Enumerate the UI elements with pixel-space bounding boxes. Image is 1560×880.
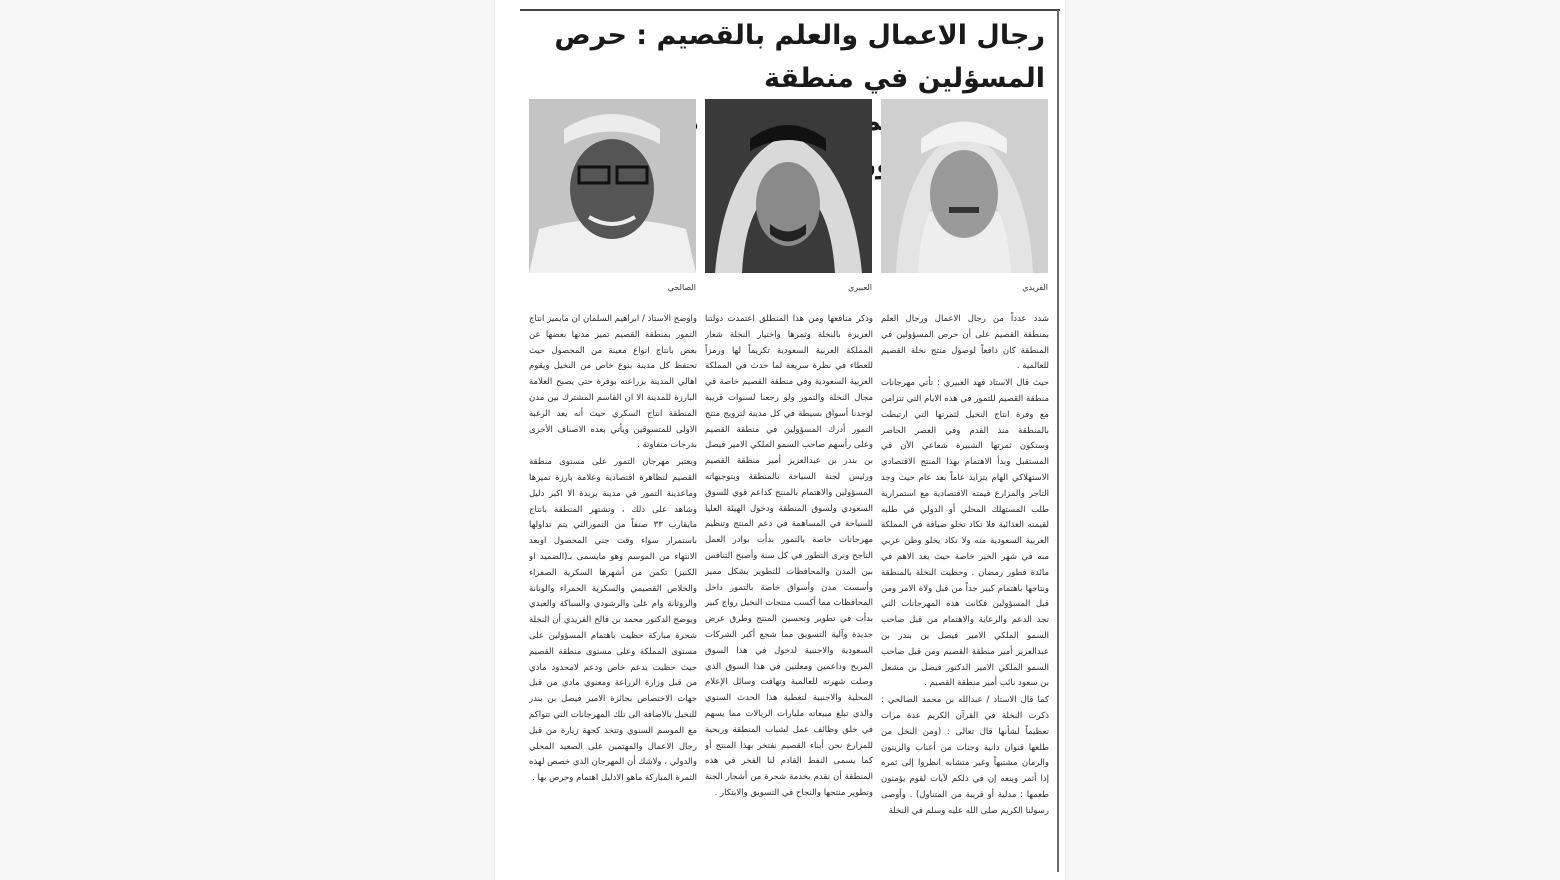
- paragraph: كما قال الاستاذ / عبدالله بن محمد الصالحي : ذكرت النخلة في القرآن الكريم عدة مرات تعظيماً لشأنها قال تعالى : (ومن النخل من طلعها قنوان دانية وجنات من أعناب والزيتون والرمان مشتبهاً وغير متشابه انظروا إلى ثمره إذا أثمر وينعه إن في ذلكم لآيات لقوم يؤمنون طعمها : مدلية أو قريبة من المتناول) . وأوصى رسولنا الكريم صلى الله عليه وسلم في النخلة: [881, 695, 1049, 816]
- top-rule: [520, 9, 1060, 11]
- article-column-left: [529, 312, 697, 868]
- paragraph: واوضح الاستاذ / ابراهيم السلمان ان مايميز انتاج التمور بمنطقة القصيم تميز مدنها بعضها عن بعض بانتاج انواع معينة من المحصول حيث تحتفظ كل مدينة بنوع خاص من النخيل ويقوم اهالي المدينة بزراعته بوفرة حتى يصبح العلامة البارزة للمدينة الا ان القاسم المشترك بين مدن المنطقة انتاج السكري حيث أنه يعد الرغبة الاولى للمتسوقين ويأتي بعده الاصناف الأخرى بدرجات متفاوتة .: [529, 314, 697, 451]
- photo-caption-alsalihi: الصالحي: [667, 283, 696, 292]
- paragraph: وذكر منافعها ومن هذا المنطلق اعتمدت دولتنا العزيزة بالنخلة وثمرها واختيار النخلة شعار المملكة العربية السعودية تكريماً لها ورمزاً للعطاء في نظرة سريعة لما حدث في المملكة العربية السعودية وفي منطقة القصيم خاصة في مجال النخلة والتمور ولو رجعنا لسنوات قريبة لوجدنا أسواق بسيطة في كل مدينة لترويج منتج التمور أدرك المسؤولين في منطقة القصيم وعلى رأسهم صاحب السمو الملكي الامير فيصل بن بندر بن عبدالعزيز أمير منطقة القصيم ورئيس لجنة السياحة بالمنطقة وبتوجيهاته المسؤولين والاهتمام بالمنتج كداعم قوي للسوق السعودي ولسوق المنطقة ودخول الهيئة العليا للسياحة في المساهمة في دعم المنتج وتنظيم مهرجانات خاصة بالتمور بدأت بوادر العمل الناجح ونرى التطور في كل سنة وأصبح التنافس بين المدن والمحافظات للتطوير بشكل مميز وأسست مدن وأسواق خاصة بالتمور داخل المحافظات مما أكسب منتجات النخيل رواج كبير بدأت في تطوير وتحسين المنتج وطرق عرض جديدة وآلية التسويق مما شجع أكبر الشركات السعودية والاجنبية لدخول في هذا السوق المربح وداعمين ومعلنين في هذا السوق الذي وصلت شهرته للعالمية وتهافت وسائل الإعلام المحلية والاجنبية لتغطية هذا الحدث السنوي والذي تبلغ مبيعاته مليارات الريالات مما يسهم في خلق وظائف عمل لشباب المنطقة وربحية للمزارع نحن أبناء القصيم نفتخر بهذا المنتج أو كما يسمى النفط القادم لنا الفخر في هذه المنطقة أن نقدم بخدمة شجرة من أشجار الجنة وتطوير منتجها والنجاح في التسويق والابتكار .: [705, 314, 873, 798]
- photo-caption-alobairi: العبيري: [847, 283, 872, 292]
- portrait-photo-icon: [881, 99, 1048, 273]
- headline-line-1: رجال الاعمال والعلم بالقصيم : حرص المسؤلين في منطقة: [554, 20, 1045, 94]
- portrait-photo-alfuraidi: [881, 99, 1048, 273]
- photo-caption-alfuraidi: الفريدي: [1022, 283, 1048, 292]
- newspaper-clipping: [495, 0, 1065, 880]
- paragraph: ويعتبر مهرجان التمور على مستوى منطقة القصيم لتظاهرة اقتصادية وعلامة بارزة تميزها وماعدينة التمور في مدينة بريدة الا اكبر دليل وشاهد على ذلك ، وتشتهر المنطقة بانتاج مايقارب ٣٣ صنفاً من التمورالتي يتم تداولها باستمرار سواء وقت جني المحصول اوبعد الانتهاء من الموسم وهو مايسمى بـ(الضميد او الكنيز) تكمن من أشهرها السكرية الصفراء والخلاص القصيمي والسكرية الحمراء والونانة والروثانة وام على والرشودي والسباكة والعبدي ويوضح الدكتور محمد بن فالح الفريدي أن النخلة شجرة مباركة حظيت باهتمام المسؤولين على مستوى المملكة وعلى مستوى منطقة القصيم حيث حظيت بدعم خاص ودعم لامحدود مادي من قبل وزارة الزراعة ومعنوي مادي من قبل جهات الاختصاص بجائزة الامير فيصل بن بندر للنخيل بالاضافة الى تلك المهرجانات التي تتواكم مع الموسم السنوي وتتخذ كجهة زيارة من قبل رجال الاعمال والمهتمين على الصعيد المحلي والدولي ، ولاشك أن المهرجان الذي خصص لهذه الثمرة المباركة ماهو الادليل اهتمام وحرص بها .: [529, 457, 697, 784]
- paragraph: حيث قال الاستاذ فهد العبيري : تأتي مهرجانات منطقة القصيم للتمور في هذه الايام التي تتزامن مع وفرة انتاج النخيل لثمرتها التي ارتبطت بالمنطقة منذ القدم وفي العصر الحاضر وستكون ثمرتها الشبيرة شعاعي الآن في المستقبل وبدأ الاهتمام بهذا المنتج الاقتصادي الاستهلاكي الهام يتزايد عاماً بعد عام حيث وجد التاجر والمزارع قيمته الاقتصادية مع استمرارية طلب المستهلك المحلي أو الدولي في طلبه لقيمته الغذائية فلا تكاد تخلو ضيافة في المملكة العربية السعودية منه ولا تكاد يخلو وطن عربي منه في شهر الخير خاصة حيث يعد الاهم في مائدة فطور رمضان . وحظيت النخلة بالمنطقة ونتاجها باهتمام كبير جداً من قبل ولاة الامر ومن قبل المسؤولين فكانت هذه المهرجانات التي تجد الدعم والرعاية والاهتمام من قبل صاحب السمو الملكي الامير فيصل بن بندر بن عبدالعزيز أمير منطقة القصيم ومن قبل صاحب السمو الملكي الامير الدكتور فيصل بن مشعل بن سعود نائب أمير منطقة القصيم .: [881, 378, 1049, 689]
- column-rule: [1057, 10, 1059, 872]
- article-column-middle: [705, 312, 873, 868]
- portrait-photo-icon: [529, 99, 696, 273]
- portrait-photo-icon: [705, 99, 872, 273]
- portrait-photo-alsalihi: [529, 99, 696, 273]
- paragraph: شدد عدداً من رجال الاعمال ورجال العلم بمنطقة القصيم على أن حرص المسؤولين في المنطقة كان دافعاً لوصول منتج نخلة القصيم للعالمية .: [881, 314, 1049, 372]
- article-column-right: [881, 312, 1049, 868]
- portrait-photo-alobairi: [705, 99, 872, 273]
